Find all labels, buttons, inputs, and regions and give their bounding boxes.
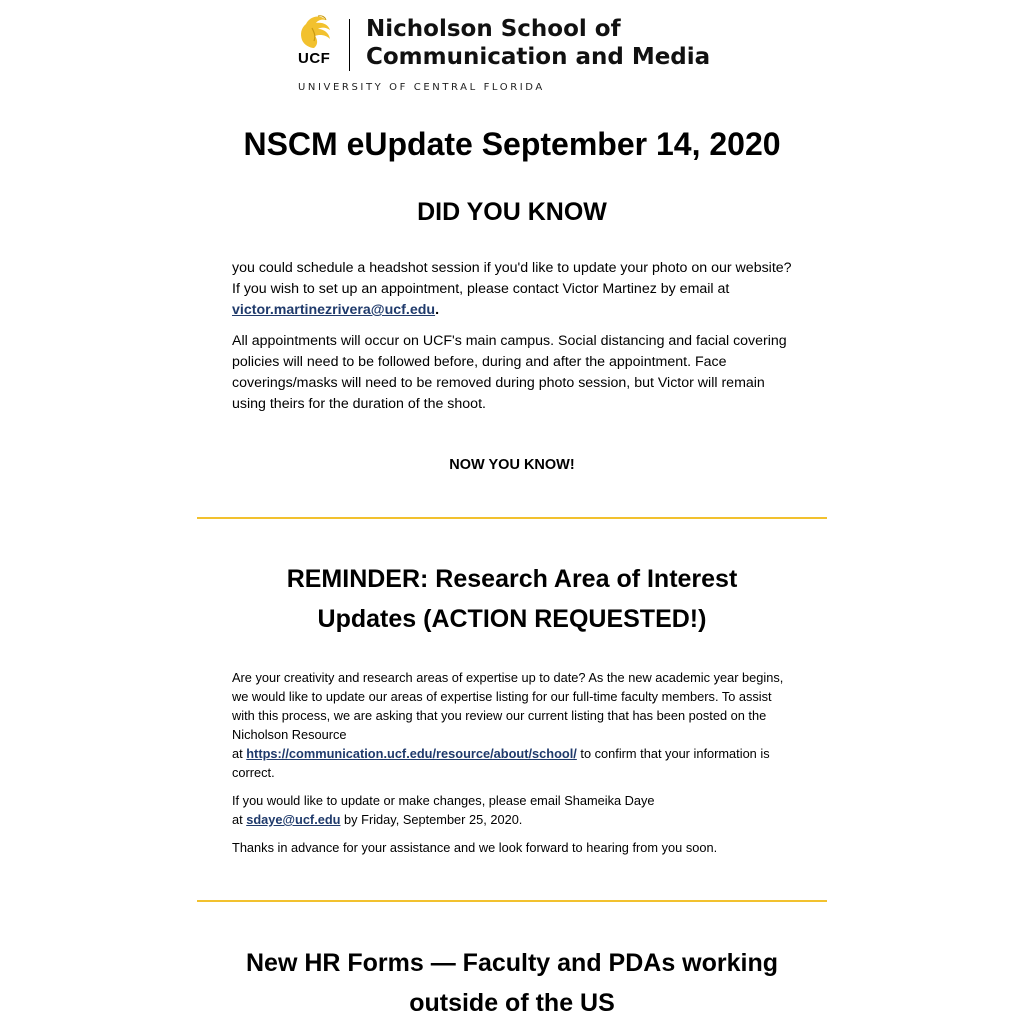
now-you-know-text: NOW YOU KNOW! bbox=[449, 457, 575, 473]
did-you-know-heading: DID YOU KNOW bbox=[417, 198, 607, 226]
reminder-p1-end: to confirm that your information is correct. bbox=[232, 746, 770, 780]
reminder-paragraph-1 bbox=[232, 668, 792, 782]
reminder-paragraph-3: Thanks in advance for your assistance and we look forward to hearing from you soon. bbox=[232, 840, 718, 855]
reminder-body bbox=[232, 668, 792, 857]
reminder-p1-text: Are your creativity and research areas of expertise up to date? As the new academic year begins, we would like to update our areas of expertise listing for our full-time faculty members. To assist with this process, we are asking that you review our current listing that has been posted on the Nicholson Resource bbox=[232, 670, 784, 742]
nscm-logo bbox=[298, 14, 738, 96]
reminder-heading bbox=[197, 559, 827, 639]
hr-forms-heading-line1: New HR Forms — Faculty and PDAs working bbox=[245, 949, 779, 977]
did-you-know-p1-end: . bbox=[435, 302, 440, 318]
victor-email-link[interactable]: victor.martinezrivera@ucf.edu bbox=[232, 302, 436, 318]
reminder-paragraph-2 bbox=[232, 791, 792, 829]
section-divider-1 bbox=[197, 517, 827, 519]
logo-university: UNIVERSITY OF CENTRAL FLORIDA bbox=[298, 82, 545, 93]
reminder-p2-text: If you would like to update or make changes, please email Shameika Daye bbox=[232, 793, 655, 808]
logo-ucf-text: UCF bbox=[298, 50, 331, 67]
page-title: NSCM eUpdate September 14, 2020 bbox=[243, 126, 781, 162]
hr-forms-heading bbox=[197, 943, 827, 1023]
section-divider-2 bbox=[197, 900, 827, 902]
reminder-p2-at: at bbox=[232, 812, 247, 827]
sdaye-email-link[interactable]: sdaye@ucf.edu bbox=[246, 812, 341, 827]
did-you-know-body bbox=[232, 258, 792, 415]
hr-forms-heading-line2: outside of the US bbox=[409, 989, 615, 1017]
did-you-know-paragraph-1 bbox=[232, 258, 792, 321]
reminder-p1-at: at bbox=[232, 746, 247, 761]
logo-school-line1: Nicholson School of bbox=[366, 16, 621, 42]
did-you-know-p1-text: you could schedule a headshot session if you'd like to update your photo on our website? If you wish to set up an appointment, please contact Victor Martinez by email at bbox=[232, 260, 792, 297]
reminder-heading-line2: Updates (ACTION REQUESTED!) bbox=[317, 605, 707, 633]
reminder-p2-end: by Friday, September 25, 2020. bbox=[340, 812, 523, 827]
logo-divider bbox=[349, 19, 350, 71]
logo-school-name bbox=[366, 15, 710, 71]
did-you-know-paragraph-2: All appointments will occur on UCF's main campus. Social distancing and facial covering policies will need to be followed before, during and after the appointment. Face coverings/masks will need to be removed during photo session, but Victor will remain using theirs for the duration of the shoot. bbox=[232, 333, 787, 412]
logo-school-line2: Communication and Media bbox=[366, 44, 711, 70]
nicholson-resource-link[interactable]: https://communication.ucf.edu/resource/about/school/ bbox=[246, 746, 577, 761]
reminder-heading-line1: REMINDER: Research Area of Interest bbox=[286, 565, 738, 593]
